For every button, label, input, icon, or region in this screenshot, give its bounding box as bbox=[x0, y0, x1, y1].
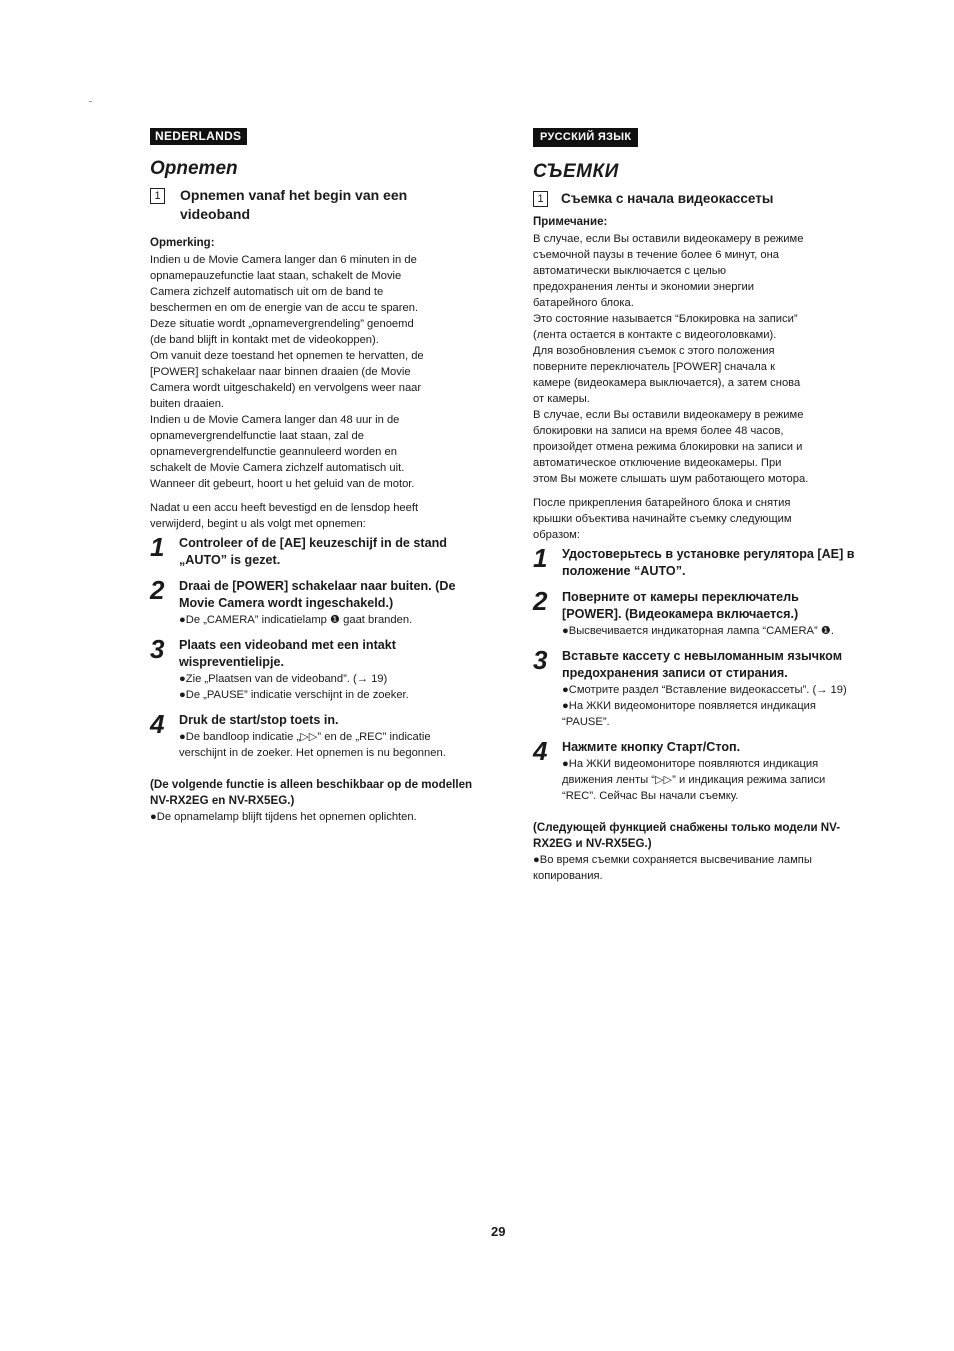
step-1 bbox=[150, 532, 480, 575]
text-line: произойдет отмена режима блокировки на записи и bbox=[533, 441, 803, 453]
step-bullets bbox=[179, 612, 480, 628]
step-title: Controleer of de [AE] keuzeschijf in de stand „AUTO” is gezet. bbox=[179, 536, 448, 567]
text-line: блокировки на записи на время более 48 часов, bbox=[533, 425, 784, 437]
text-line: schakelt de Movie Camera zichzelf automatisch uit. bbox=[150, 462, 405, 474]
section-title: Opnemen bbox=[150, 158, 238, 179]
text-line: Wanneer dit gebeurt, hoort u het geluid van de motor. bbox=[150, 478, 415, 490]
text-line: (de band blijft in kontakt met de videokoppen). bbox=[150, 334, 379, 346]
model-note-bullets bbox=[533, 852, 861, 884]
model-note: (De volgende functie is alleen beschikbaar op de modellen NV-RX2EG en NV-RX5EG.) bbox=[150, 778, 473, 807]
step-number: 4 bbox=[150, 709, 165, 739]
intro-text bbox=[533, 495, 861, 543]
text-line: поверните переключатель [POWER] сначала к bbox=[533, 361, 775, 373]
step-1 bbox=[533, 543, 861, 586]
intro-text bbox=[150, 500, 480, 532]
text-line: После прикрепления батарейного блока и снятия bbox=[533, 497, 791, 509]
step-title: Plaats een videoband met een intakt wispreventielipje. bbox=[179, 638, 396, 669]
step-body bbox=[179, 578, 480, 634]
text-line: Для возобновления съемок с этого положения bbox=[533, 345, 775, 357]
text-line: В случае, если Вы оставили видеокамеру в режиме bbox=[533, 409, 804, 421]
text-line: В случае, если Вы оставили видеокамеру в режиме bbox=[533, 233, 804, 245]
step-title: Draai de [POWER] schakelaar naar buiten. (De Movie Camera wordt ingeschakeld.) bbox=[179, 579, 456, 610]
text-line: Это состояние называется “Блокировка на записи” bbox=[533, 313, 798, 325]
step-body bbox=[562, 546, 861, 586]
text-line: этом Вы можете слышать шум работающего мотора. bbox=[533, 473, 809, 485]
step-body bbox=[562, 739, 861, 810]
text-line: opnamepauzefunctie laat staan, schakelt de Movie bbox=[150, 270, 402, 282]
text-line: крышки объектива начинайте съемку следующим bbox=[533, 513, 792, 525]
bullet-item: ●Zie „Plaatsen van de videoband”. (→ 19) bbox=[179, 673, 388, 685]
step-number: 3 bbox=[533, 645, 548, 675]
section-title: СЪЕМКИ bbox=[533, 161, 619, 182]
text-line: Indien u de Movie Camera langer dan 48 uur in de bbox=[150, 414, 400, 426]
step-title: Druk de start/stop toets in. bbox=[179, 713, 339, 727]
step-number: 2 bbox=[150, 575, 165, 605]
subsection-heading bbox=[150, 186, 480, 224]
text-line: автоматическое отключение видеокамеры. При bbox=[533, 457, 782, 469]
text-line: [POWER] schakelaar naar binnen draaien (de Movie bbox=[150, 366, 411, 378]
text-line: opnamevergrendelfunctie laat staan, zal de bbox=[150, 430, 364, 442]
text-line: Camera wordt uitgeschakeld) en vervolgens weer naar bbox=[150, 382, 422, 394]
note-text bbox=[533, 231, 861, 487]
text-line: камере (видеокамера выключается), а затем снова bbox=[533, 377, 801, 389]
step-body bbox=[179, 535, 480, 575]
language-tag: РУССКИЙ ЯЗЫК bbox=[533, 128, 638, 147]
text-line: от камеры. bbox=[533, 393, 590, 405]
step-body bbox=[179, 637, 480, 709]
steps-list bbox=[533, 543, 861, 810]
note-text bbox=[150, 252, 480, 492]
bullet-item: ●De opnamelamp blijft tijdens het opnemen oplichten. bbox=[150, 811, 417, 823]
step-4 bbox=[150, 709, 480, 767]
step-2 bbox=[533, 586, 861, 645]
text-line: buiten draaien. bbox=[150, 398, 225, 410]
text-line: съемочной паузы в течение более 6 минут, она bbox=[533, 249, 780, 261]
text-line: Camera zichzelf automatisch uit om de band te bbox=[150, 286, 384, 298]
step-title: Нажмите кнопку Старт/Стоп. bbox=[562, 740, 741, 754]
step-4 bbox=[533, 736, 861, 810]
step-3 bbox=[533, 645, 861, 736]
text-line: verwijderd, begint u als volgt met opnemen: bbox=[150, 518, 366, 530]
text-line: образом: bbox=[533, 529, 580, 541]
step-number: 3 bbox=[150, 634, 165, 664]
dutch-column bbox=[150, 127, 480, 825]
subsection-title: Opnemen vanaf het begin van een videoband bbox=[180, 187, 408, 222]
step-body bbox=[562, 589, 861, 645]
model-note: (Следующей функцией снабжены только модели NV-RX2EG и NV-RX5EG.) bbox=[533, 821, 841, 850]
text-line: Nadat u een accu heeft bevestigd en de lensdop heeft bbox=[150, 502, 419, 514]
russian-column bbox=[533, 127, 861, 884]
bullet-item: ●Высвечивается индикаторная лампа “CAMERA” ❶. bbox=[562, 625, 834, 637]
bullet-item: ●На ЖКИ видеомониторе появляется индикация “PAUSE”. bbox=[562, 700, 816, 728]
text-line: Om vanuit deze toestand het opnemen te hervatten, de bbox=[150, 350, 424, 362]
page-number: 29 bbox=[491, 1224, 506, 1239]
model-note-bullets bbox=[150, 809, 480, 825]
bullet-item: ●Во время съемки сохраняется высвечивание лампы копирования. bbox=[533, 854, 812, 882]
step-bullets bbox=[562, 756, 861, 804]
step-2 bbox=[150, 575, 480, 634]
bullet-item: ●De bandloop indicatie „▷▷” en de „REC” indicatie verschijnt in de zoeker. Het opnemen is nu begonnen. bbox=[179, 731, 446, 759]
text-line: opnamevergrendelfunctie geannuleerd worden en bbox=[150, 446, 397, 458]
scan-mark bbox=[89, 101, 92, 102]
bullet-item: ●De „CAMERA” indicatielamp ❶ gaat branden. bbox=[179, 614, 413, 626]
step-title: Вставьте кассету с невыломанным язычком предохранения записи от стирания. bbox=[562, 649, 843, 680]
step-title: Удостоверьтесь в установке регулятора [AE] в положение “AUTO”. bbox=[562, 547, 855, 578]
subsection-heading bbox=[533, 189, 861, 208]
step-number: 4 bbox=[533, 736, 548, 766]
subsection-number: 1 bbox=[533, 191, 548, 207]
step-bullets bbox=[179, 671, 480, 703]
note-heading: Примечание: bbox=[533, 216, 608, 228]
step-bullets bbox=[562, 682, 861, 730]
text-line: автоматически выключается с целью bbox=[533, 265, 726, 277]
text-line: Indien u de Movie Camera langer dan 6 minuten in de bbox=[150, 254, 417, 266]
text-line: beschermen en om de energie van de accu te sparen. bbox=[150, 302, 419, 314]
step-body bbox=[562, 648, 861, 736]
step-number: 2 bbox=[533, 586, 548, 616]
step-bullets bbox=[562, 623, 861, 639]
language-tag: NEDERLANDS bbox=[150, 128, 247, 145]
step-title: Поверните от камеры переключатель [POWER]. (Видеокамера включается.) bbox=[562, 590, 799, 621]
text-line: (лента остается в контакте с видеоголовками). bbox=[533, 329, 777, 341]
step-3 bbox=[150, 634, 480, 709]
steps-list bbox=[150, 532, 480, 767]
text-line: Deze situatie wordt „opnamevergrendeling” genoemd bbox=[150, 318, 414, 330]
subsection-number: 1 bbox=[150, 188, 165, 204]
step-bullets bbox=[179, 729, 480, 761]
note-heading: Opmerking: bbox=[150, 237, 215, 249]
step-number: 1 bbox=[533, 543, 548, 573]
bullet-item: ●De „PAUSE” indicatie verschijnt in de zoeker. bbox=[179, 689, 409, 701]
bullet-item: ●Смотрите раздел “Вставление видеокассеты”. (→ 19) bbox=[562, 684, 847, 696]
step-body bbox=[179, 712, 480, 767]
text-line: предохранения ленты и экономии энергии bbox=[533, 281, 755, 293]
step-number: 1 bbox=[150, 532, 165, 562]
bullet-item: ●На ЖКИ видеомониторе появляются индикация движения ленты “▷▷” и индикация режима записи “REC”. Сейчас Вы начали съемку. bbox=[562, 758, 826, 802]
subsection-title: Съемка с начала видеокассеты bbox=[561, 191, 774, 206]
text-line: батарейного блока. bbox=[533, 297, 634, 309]
